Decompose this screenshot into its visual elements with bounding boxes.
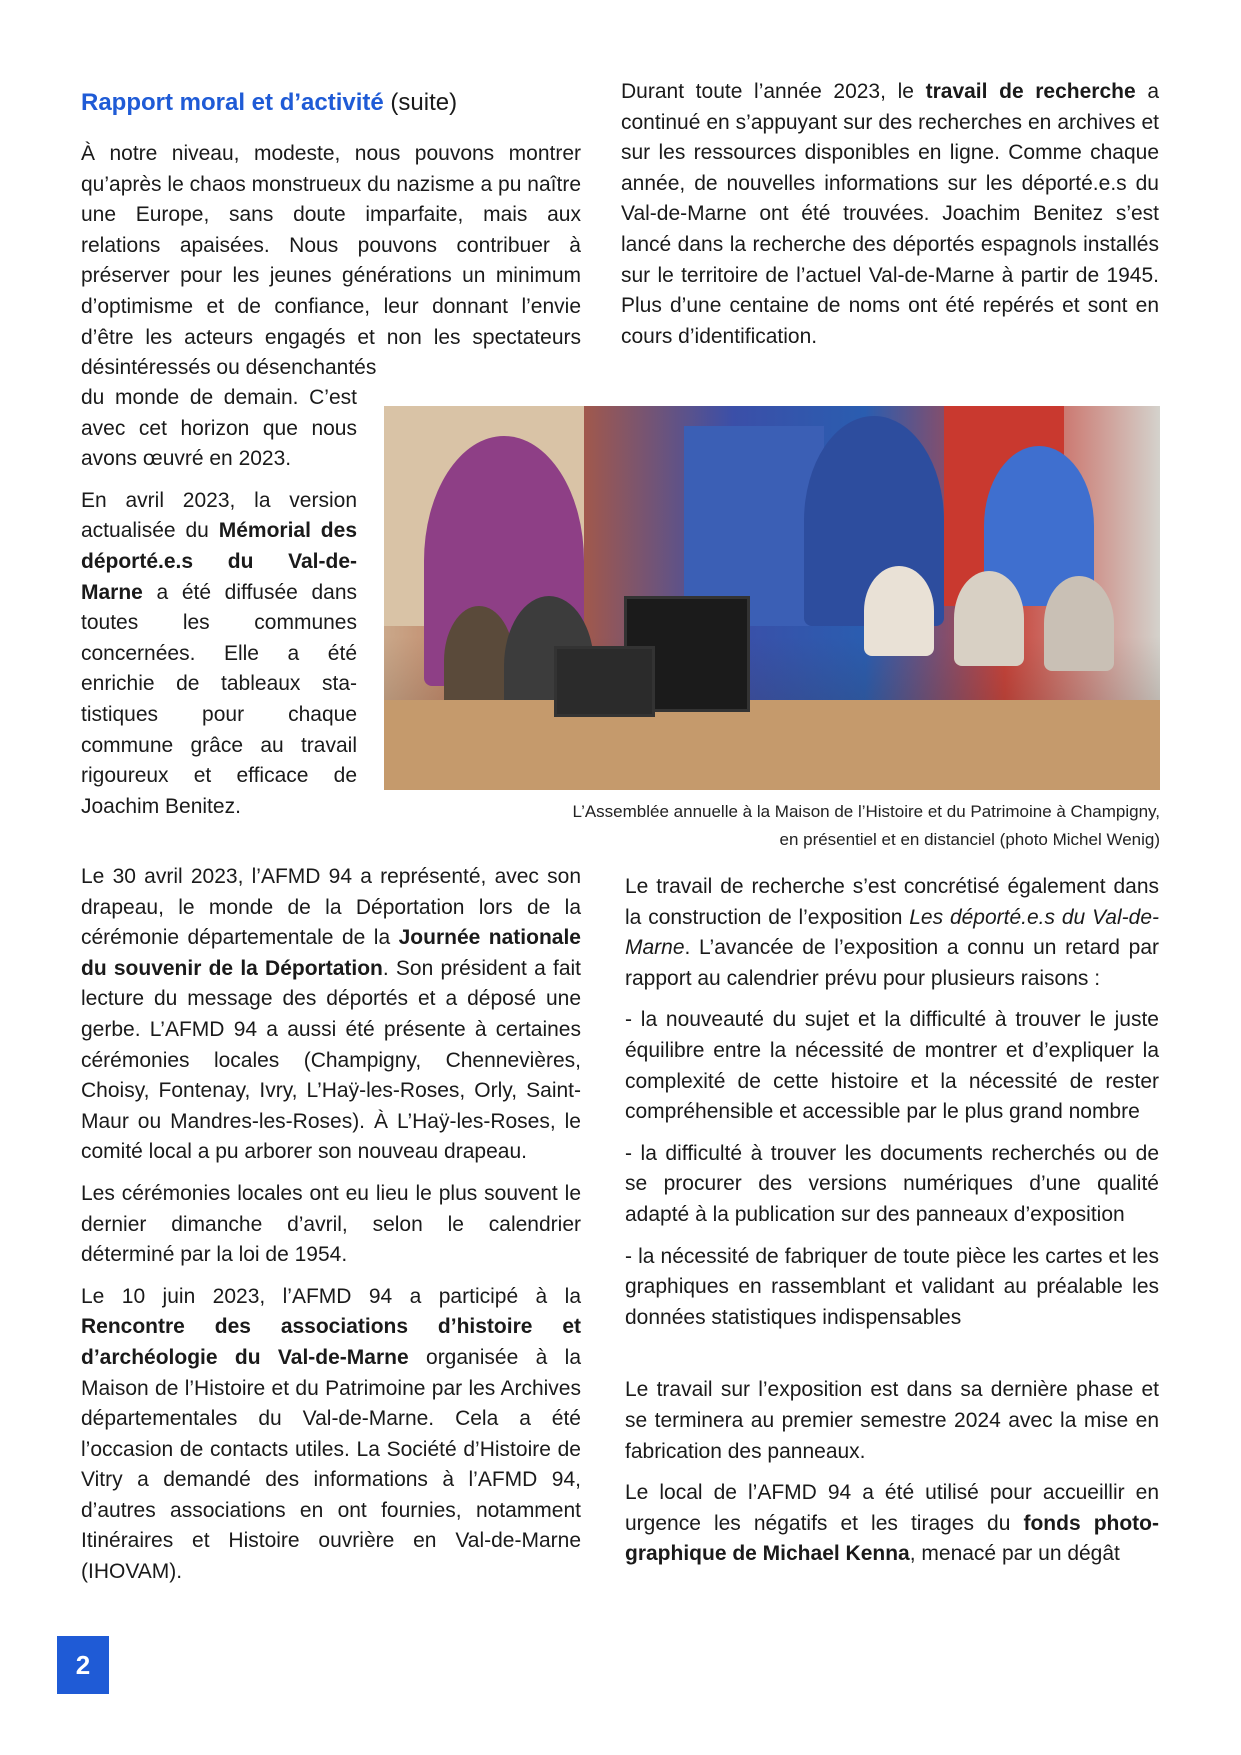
journee-title: Journée nationale du souvenir de la Déportation — [81, 926, 581, 980]
paragraph-ceremony: Le 30 avril 2023, l’AFMD 94 a représenté, avec son drapeau, le monde de la Déportation lors de la cérémonie départementale de la Journée nationale du souvenir de la Déportation. Son président a fait lecture du message des déportés et a déposé une gerbe. L’AFMD 94 a aussi été présente à certaines cérémonies locales (Champigny, Chennevières, Choisy, Fontenay, Ivry, L’Haÿ-les-Roses, Orly, Saint-Maur ou Mandres-les-Roses). À L’Haÿ-les-Roses, le comité local a pu arborer son nouveau drapeau. — [81, 865, 581, 1164]
reason-3: - la nécessité de fabriquer de toute pièce les cartes et les graphiques en rassemblant et validant au préalable les données statistiques indispensables — [625, 1244, 1159, 1329]
paragraph-intro-end: du monde de demain. C’est avec cet horizon que nous avons œuvré en 2023. — [81, 386, 357, 471]
paragraph-kenna: Le local de l’AFMD 94 a été utilisé pour accueillir en urgence les négatifs et les tirages du fonds photo-graphique de Michael Kenna, menacé par un dégât — [625, 1481, 1159, 1566]
research-highlight: travail de recherche — [925, 80, 1136, 103]
caption-line-2: en présentiel et en distanciel (photo Michel Wenig) — [779, 830, 1160, 849]
memorial-title: Mémorial des déporté.e.s du Val-de-Marne — [81, 519, 357, 604]
paragraph-research: Durant toute l’année 2023, le travail de recherche a continué en s’appuyant sur des recherches en archives et sur les ressources disponibles en ligne. Comme chaque année, de nouvelles informations sur les déporté.e.s du Val-de-Marne ont été trouvées. Joachim Benitez s’est lancé dans la recherche des déportés espagnols installés sur le territoire de l’actuel Val-de-Marne à partir de 1945. Plus d’une centaine de noms ont été repérés et sont en cours d’identification. — [621, 80, 1159, 348]
left-column-bottom — [81, 862, 581, 1588]
reason-2: - la difficulté à trouver les documents recherchés ou de se procurer des versions numériques d’une qualité adapté à la publication sur des panneaux d’exposition — [625, 1141, 1159, 1226]
paragraph-local-ceremonies: Les cérémonies locales ont eu lieu le plus souvent le dernier dimanche d’avril, selon le calendrier déterminé par la loi de 1954. — [81, 1181, 581, 1267]
caption-line-1: L’Assemblée annuelle à la Maison de l’Histoire et du Patrimoine à Champigny, — [572, 802, 1160, 821]
photo-caption — [440, 798, 1160, 854]
paragraph-final-phase: Le travail sur l’exposition est dans sa dernière phase et se terminera au premier semestre 2024 avec la mise en fabrication des panneaux. — [625, 1378, 1159, 1463]
right-column-top — [621, 77, 1159, 352]
kenna-highlight: fonds photo-graphique de Michael Kenna — [625, 1511, 1159, 1566]
heading-suffix: (suite) — [383, 89, 458, 116]
page-number: 2 — [57, 1636, 109, 1694]
paragraph-memorial: En avril 2023, la version actualisée du Mémorial des déporté.e.s du Val-de-Marne a été diffusée dans toutes les communes concernées. Elle a été enrichie de tableaux sta-tistiques pour chaque commune grâce au travail rigoureux et efficace de Joachim Benitez. — [81, 488, 357, 818]
paragraph-intro: À notre niveau, modeste, nous pouvons montrer qu’après le chaos monstrueux du nazisme a pu naître une Europe, sans doute imparfaite, mais aux relations apaisées. Nous pouvons contribuer à préserver pour les jeunes générations un minimum d’optimisme et de confiance, leur donnant l’envie d’être les acteurs engagés et non les spectateurs désintéressés ou désenchantés — [81, 142, 581, 380]
left-column-narrow — [81, 383, 357, 822]
reason-1: - la nouveauté du sujet et la difficulté à trouver le juste équilibre entre la nécessité de montrer et d’expliquer la complexité de cette histoire et la nécessité de rester compréhensible et accessible par le plus grand nombre — [625, 1008, 1159, 1124]
paragraph-exhibition: Le travail de recherche s’est concrétisé également dans la construction de l’exposition Les déporté.e.s du Val-de-Marne. L’avancée de l’exposition a connu un retard par rapport au calendrier prévu pour plusieurs raisons : — [625, 875, 1159, 990]
rencontre-title: Rencontre des associations d’histoire et d’archéologie du Val-de-Marne — [81, 1315, 581, 1369]
heading-title: Rapport moral et d’activité — [81, 89, 384, 116]
section-heading — [81, 88, 531, 118]
right-column-bottom — [625, 872, 1159, 1570]
paragraph-rencontre: Le 10 juin 2023, l’AFMD 94 a participé à la Rencontre des associations d’histoire et d’archéologie du Val-de-Marne organisée à la Maison de l’Histoire et du Patrimoine par les Archives départementales du Val-de-Marne. Cela a été l’occasion de contacts utiles. La Société d’Histoire de Vitry a demandé des informations à l’AFMD 94, d’autres associations en ont fournies, notamment Itinéraires et Histoire ouvrière en Val-de-Marne (IHOVAM). — [81, 1284, 582, 1584]
left-column-top — [81, 139, 581, 384]
assembly-photo — [384, 406, 1160, 790]
exhibition-title: Les déporté.e.s du Val-de-Marne — [625, 905, 1159, 960]
